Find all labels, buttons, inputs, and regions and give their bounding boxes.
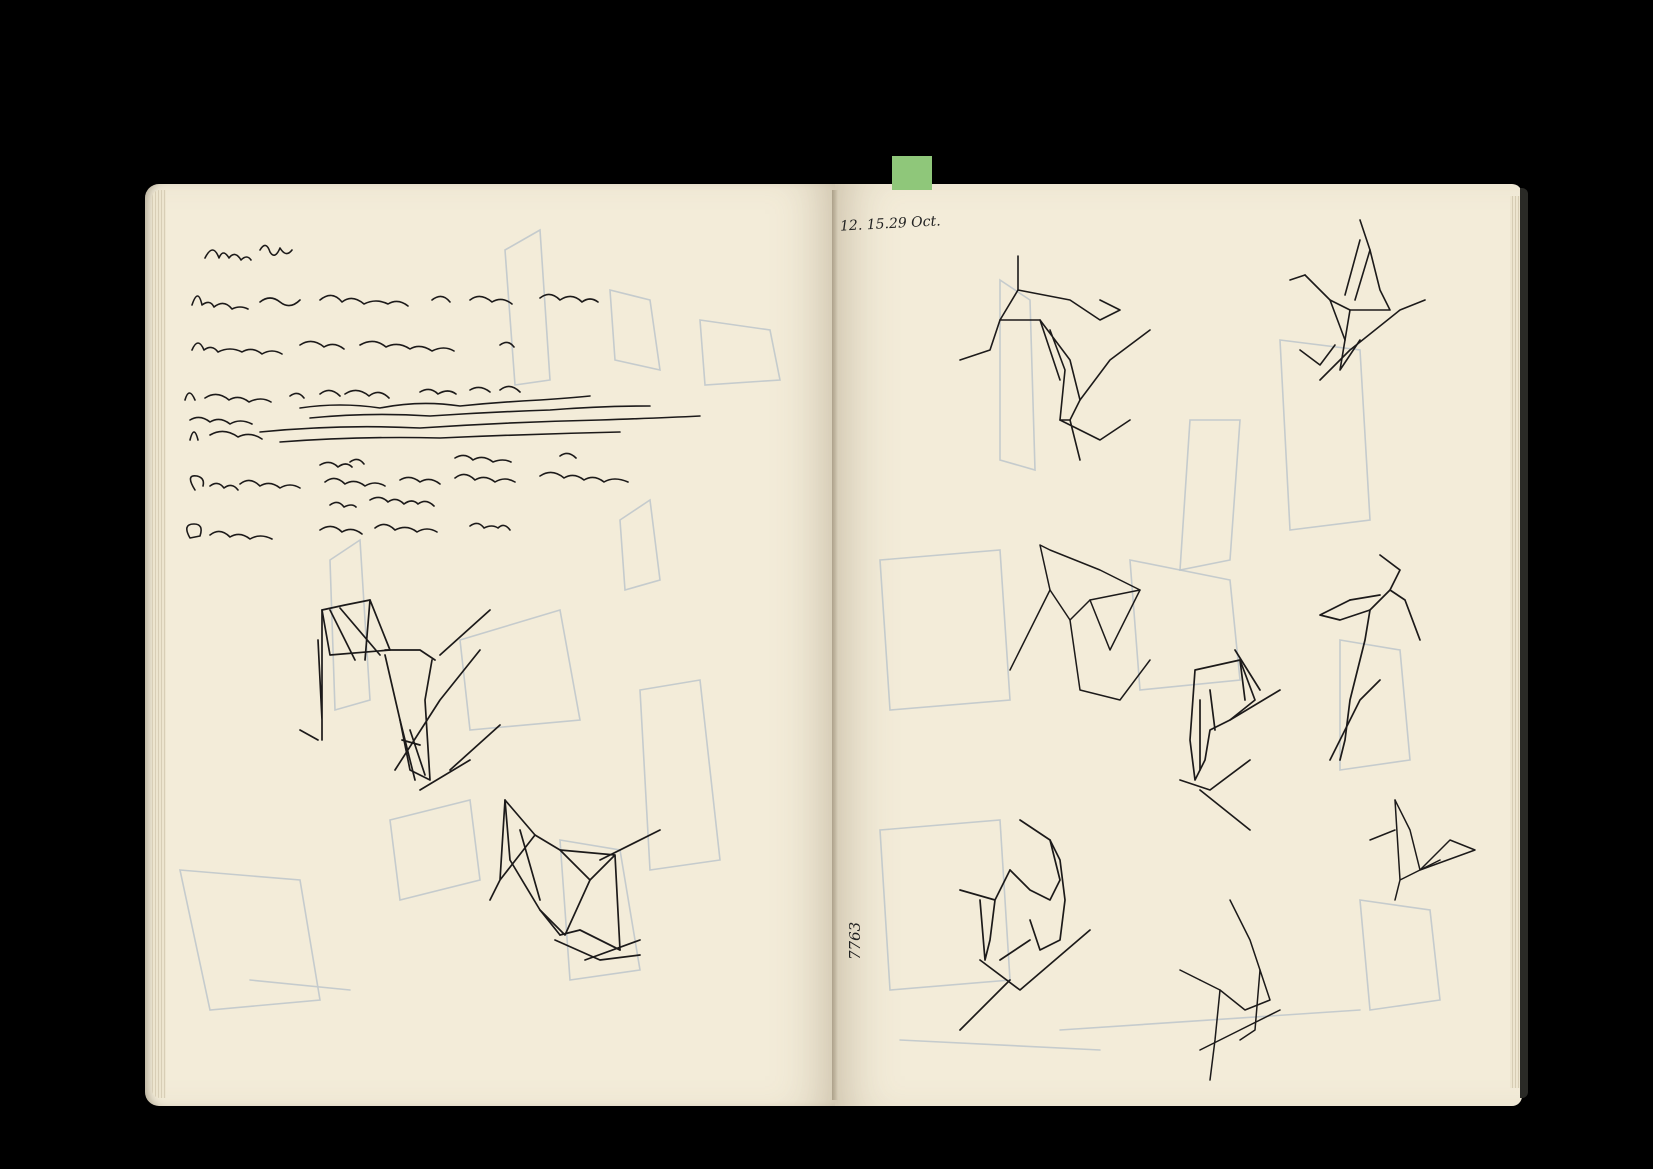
binding-gutter [832,190,838,1100]
back-cover-edge [1520,188,1528,1098]
green-bookmark-tab [892,156,932,190]
left-page [145,184,835,1106]
page-number: 7763 [846,921,864,960]
date-note: 12. 15.29 Oct. [839,213,941,235]
left-page-stack-edge [152,190,166,1098]
right-page [835,184,1522,1106]
